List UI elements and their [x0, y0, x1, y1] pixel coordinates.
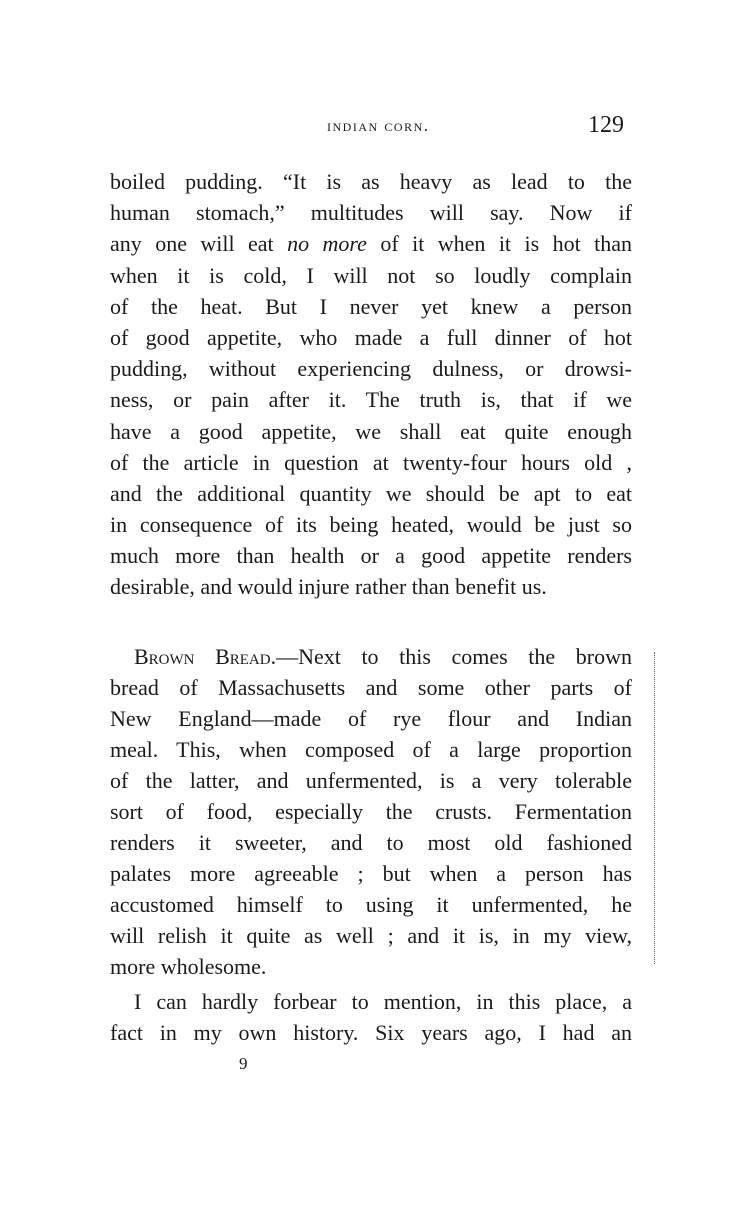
text-line: of good appetite, who made a full dinner of hot [110, 324, 632, 350]
italic-emphasis: no more [287, 231, 367, 257]
text-segment: any one will eat [110, 231, 288, 257]
text-line: accustomed himself to using it unfermented, he [110, 892, 632, 917]
text-line: and the additional quantity we should be apt to eat [110, 480, 632, 506]
text-line: have a good appetite, we shall eat quite enough [110, 418, 632, 444]
text-line: of the latter, and unfermented, is a very tolerable [110, 768, 632, 793]
text-line: fact in my own history. Six years ago, I had an [110, 1020, 632, 1046]
text-line [110, 641, 632, 672]
text-line: in consequence of its being heated, would be just so [110, 512, 632, 538]
text-line: more wholesome. [110, 954, 267, 979]
text-line: palates more agreeable ; but when a person has [110, 861, 632, 886]
text-line: I can hardly forbear to mention, in this place, a [134, 989, 632, 1014]
text-line: ness, or pain after it. The truth is, that if we [110, 387, 632, 413]
paragraph-personal-history [110, 986, 632, 1048]
text-line [110, 228, 632, 259]
signature-mark: 9 [239, 1054, 248, 1073]
text-line: much more than health or a good appetite renders [110, 543, 632, 569]
page-number: 129 [588, 112, 624, 138]
paragraph-boiled-pudding [110, 166, 632, 603]
text-segment: —Next to this comes the brown [276, 644, 632, 669]
text-line: renders it sweeter, and to most old fashioned [110, 830, 632, 855]
text-line: boiled pudding. “It is as heavy as lead to the [110, 169, 632, 194]
text-line: will relish it quite as well ; and it is, in my view, [110, 923, 632, 948]
text-line: pudding, without experiencing dulness, or drowsi- [110, 356, 632, 382]
text-line: New England—made of rye flour and Indian [110, 706, 632, 731]
text-line: of the article in question at twenty-four hours old , [110, 449, 632, 475]
text-line: human stomach,” multitudes will say. Now if [110, 200, 632, 226]
paragraph-brown-bread [110, 641, 632, 982]
text-line: meal. This, when composed of a large proportion [110, 737, 632, 762]
scan-margin-artifact [654, 652, 655, 964]
text-line: when it is cold, I will not so loudly complain [110, 262, 632, 288]
section-heading: Brown Bread. [134, 644, 277, 669]
text-line: desirable, and would injure rather than benefit us. [110, 574, 547, 600]
text-segment: of it when it is hot than [366, 231, 632, 257]
text-line: of the heat. But I never yet knew a person [110, 293, 632, 319]
text-line: sort of food, especially the crusts. Fermentation [110, 799, 632, 824]
text-line: bread of Massachusetts and some other parts of [110, 675, 632, 700]
running-head: indian corn. [327, 116, 430, 135]
